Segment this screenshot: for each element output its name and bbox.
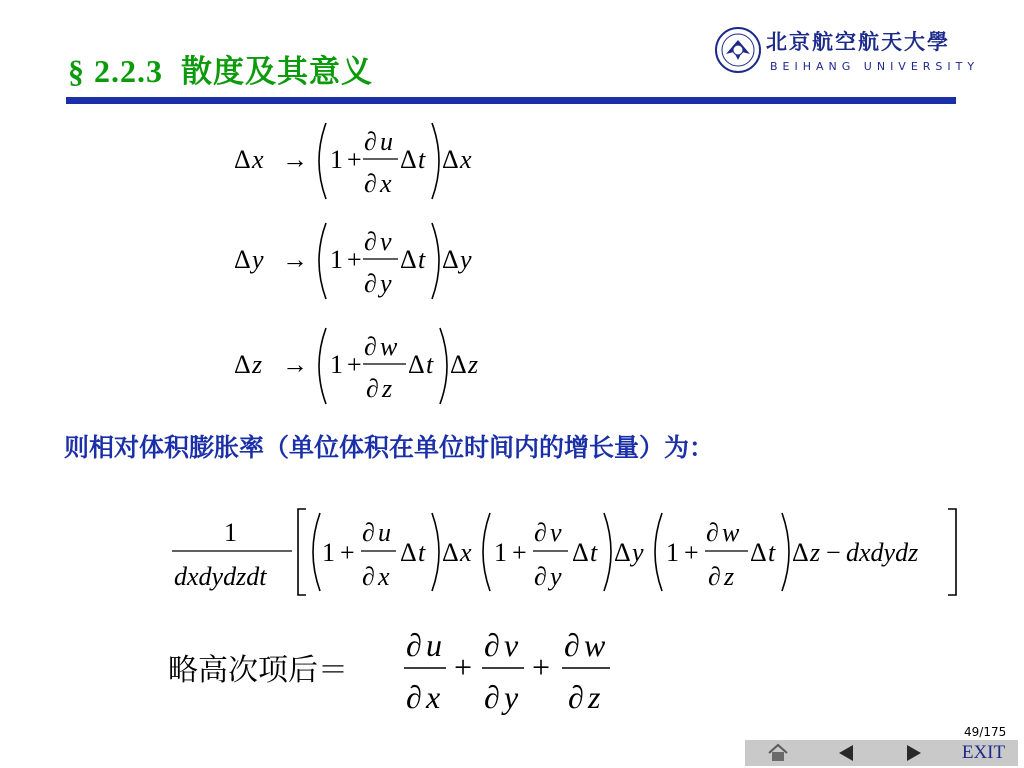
numerator-var: u (378, 518, 391, 547)
denominator-var: z (588, 679, 601, 715)
partial-symbol: ∂ (534, 562, 547, 591)
denominator-dxdydzdt: dxdydzdt (174, 562, 267, 591)
numerator-var: w (380, 332, 398, 361)
exit-button[interactable]: EXIT (961, 742, 1006, 763)
equation-dy (230, 215, 530, 305)
arrow-symbol: → (282, 350, 308, 379)
section-title: 散度及其意义 (181, 54, 373, 90)
denominator-var: y (504, 679, 519, 715)
delta-symbol: Δ (442, 245, 459, 274)
slide-navigation-bar (745, 740, 1018, 766)
denominator-var: y (380, 269, 392, 298)
plus-symbol: + (684, 538, 699, 567)
eq-var: x (252, 145, 264, 174)
partial-symbol: ∂ (406, 679, 422, 715)
eq-var: z (810, 538, 821, 567)
one: 1 (330, 350, 343, 379)
delta-symbol: Δ (442, 538, 459, 567)
denominator-var: z (724, 562, 735, 591)
plus-symbol: + (512, 538, 527, 567)
numerator-var: v (504, 627, 519, 663)
home-icon (767, 743, 789, 763)
explanation-text (64, 428, 714, 464)
delta-symbol: Δ (792, 538, 809, 567)
numerator-var: u (380, 127, 393, 156)
partial-symbol: ∂ (484, 679, 500, 715)
delta-symbol: Δ (572, 538, 589, 567)
delta-symbol: Δ (234, 145, 251, 174)
partial-symbol: ∂ (366, 374, 379, 403)
eq-var: x (460, 145, 472, 174)
delta-symbol: Δ (234, 350, 251, 379)
t-var: t (426, 350, 434, 379)
partial-symbol: ∂ (534, 518, 547, 547)
partial-symbol: ∂ (364, 227, 377, 256)
partial-symbol: ∂ (564, 627, 580, 663)
arrow-symbol: → (282, 245, 308, 274)
denominator-var: x (378, 562, 390, 591)
partial-symbol: ∂ (706, 518, 719, 547)
denominator-var: x (426, 679, 441, 715)
title-underline (66, 97, 956, 104)
delta-symbol: Δ (614, 538, 631, 567)
one: 1 (322, 538, 335, 567)
equation-volume-rate (168, 503, 968, 613)
eq-var: y (460, 245, 472, 274)
arrow-symbol: → (282, 145, 308, 174)
delta-symbol: Δ (450, 350, 467, 379)
home-button[interactable] (745, 740, 811, 766)
one: 1 (330, 145, 343, 174)
next-arrow-icon (903, 743, 925, 763)
partial-symbol: ∂ (364, 127, 377, 156)
equation-divergence (398, 620, 628, 720)
partial-symbol: ∂ (364, 332, 377, 361)
section-number: § 2.2.3 (68, 53, 163, 89)
page-number: 49/175 (964, 725, 1007, 739)
numerator-var: v (380, 227, 392, 256)
denominator-var: y (550, 562, 562, 591)
eq-var: z (468, 350, 479, 379)
one: 1 (494, 538, 507, 567)
equation-dx (230, 115, 530, 205)
plus-symbol: + (532, 649, 551, 685)
eq-var: z (252, 350, 263, 379)
t-var: t (418, 145, 426, 174)
denominator-var: z (382, 374, 393, 403)
partial-symbol: ∂ (364, 269, 377, 298)
t-var: t (418, 245, 426, 274)
one: 1 (330, 245, 343, 274)
tail-dxdydz: dxdydz (846, 538, 919, 567)
t-var: t (768, 538, 776, 567)
delta-symbol: Δ (400, 245, 417, 274)
delta-symbol: Δ (442, 145, 459, 174)
eq-var: y (632, 538, 644, 567)
delta-symbol: Δ (400, 145, 417, 174)
eq-var: x (460, 538, 472, 567)
one: 1 (224, 518, 237, 547)
delta-symbol: Δ (408, 350, 425, 379)
numerator-var: v (550, 518, 562, 547)
equation-dz (230, 320, 530, 410)
partial-symbol: ∂ (406, 627, 422, 663)
university-seal-icon (714, 22, 762, 78)
plus-symbol: + (340, 538, 355, 567)
partial-symbol: ∂ (362, 518, 375, 547)
partial-symbol: ∂ (708, 562, 721, 591)
slide-title (68, 46, 373, 91)
partial-symbol: ∂ (484, 627, 500, 663)
partial-symbol: ∂ (364, 169, 377, 198)
denominator-var: x (380, 169, 392, 198)
prev-arrow-icon (835, 743, 857, 763)
one: 1 (666, 538, 679, 567)
plus-symbol: + (347, 245, 362, 274)
partial-symbol: ∂ (362, 562, 375, 591)
next-slide-button[interactable] (881, 740, 947, 766)
numerator-var: w (722, 518, 740, 547)
plus-symbol: + (347, 145, 362, 174)
delta-symbol: Δ (234, 245, 251, 274)
logo-chinese-name: 北京航空航天大學 (766, 29, 950, 54)
plus-symbol: + (347, 350, 362, 379)
delta-symbol: Δ (400, 538, 417, 567)
plus-symbol: + (454, 649, 473, 685)
eq-var: y (252, 245, 264, 274)
t-var: t (418, 538, 426, 567)
explanation-sentence: 则相对体积膨胀率（单位体积在单位时间内的增长量）为： (64, 433, 715, 462)
minus-symbol: − (826, 538, 841, 567)
logo-english-name: BEIHANG UNIVERSITY (770, 60, 980, 73)
delta-symbol: Δ (750, 538, 767, 567)
numerator-var: u (426, 627, 442, 663)
partial-symbol: ∂ (568, 679, 584, 715)
previous-slide-button[interactable] (813, 740, 879, 766)
result-prefix: 略高次项后＝ (168, 653, 348, 688)
t-var: t (590, 538, 598, 567)
university-logo (714, 20, 980, 80)
numerator-var: w (584, 627, 606, 663)
